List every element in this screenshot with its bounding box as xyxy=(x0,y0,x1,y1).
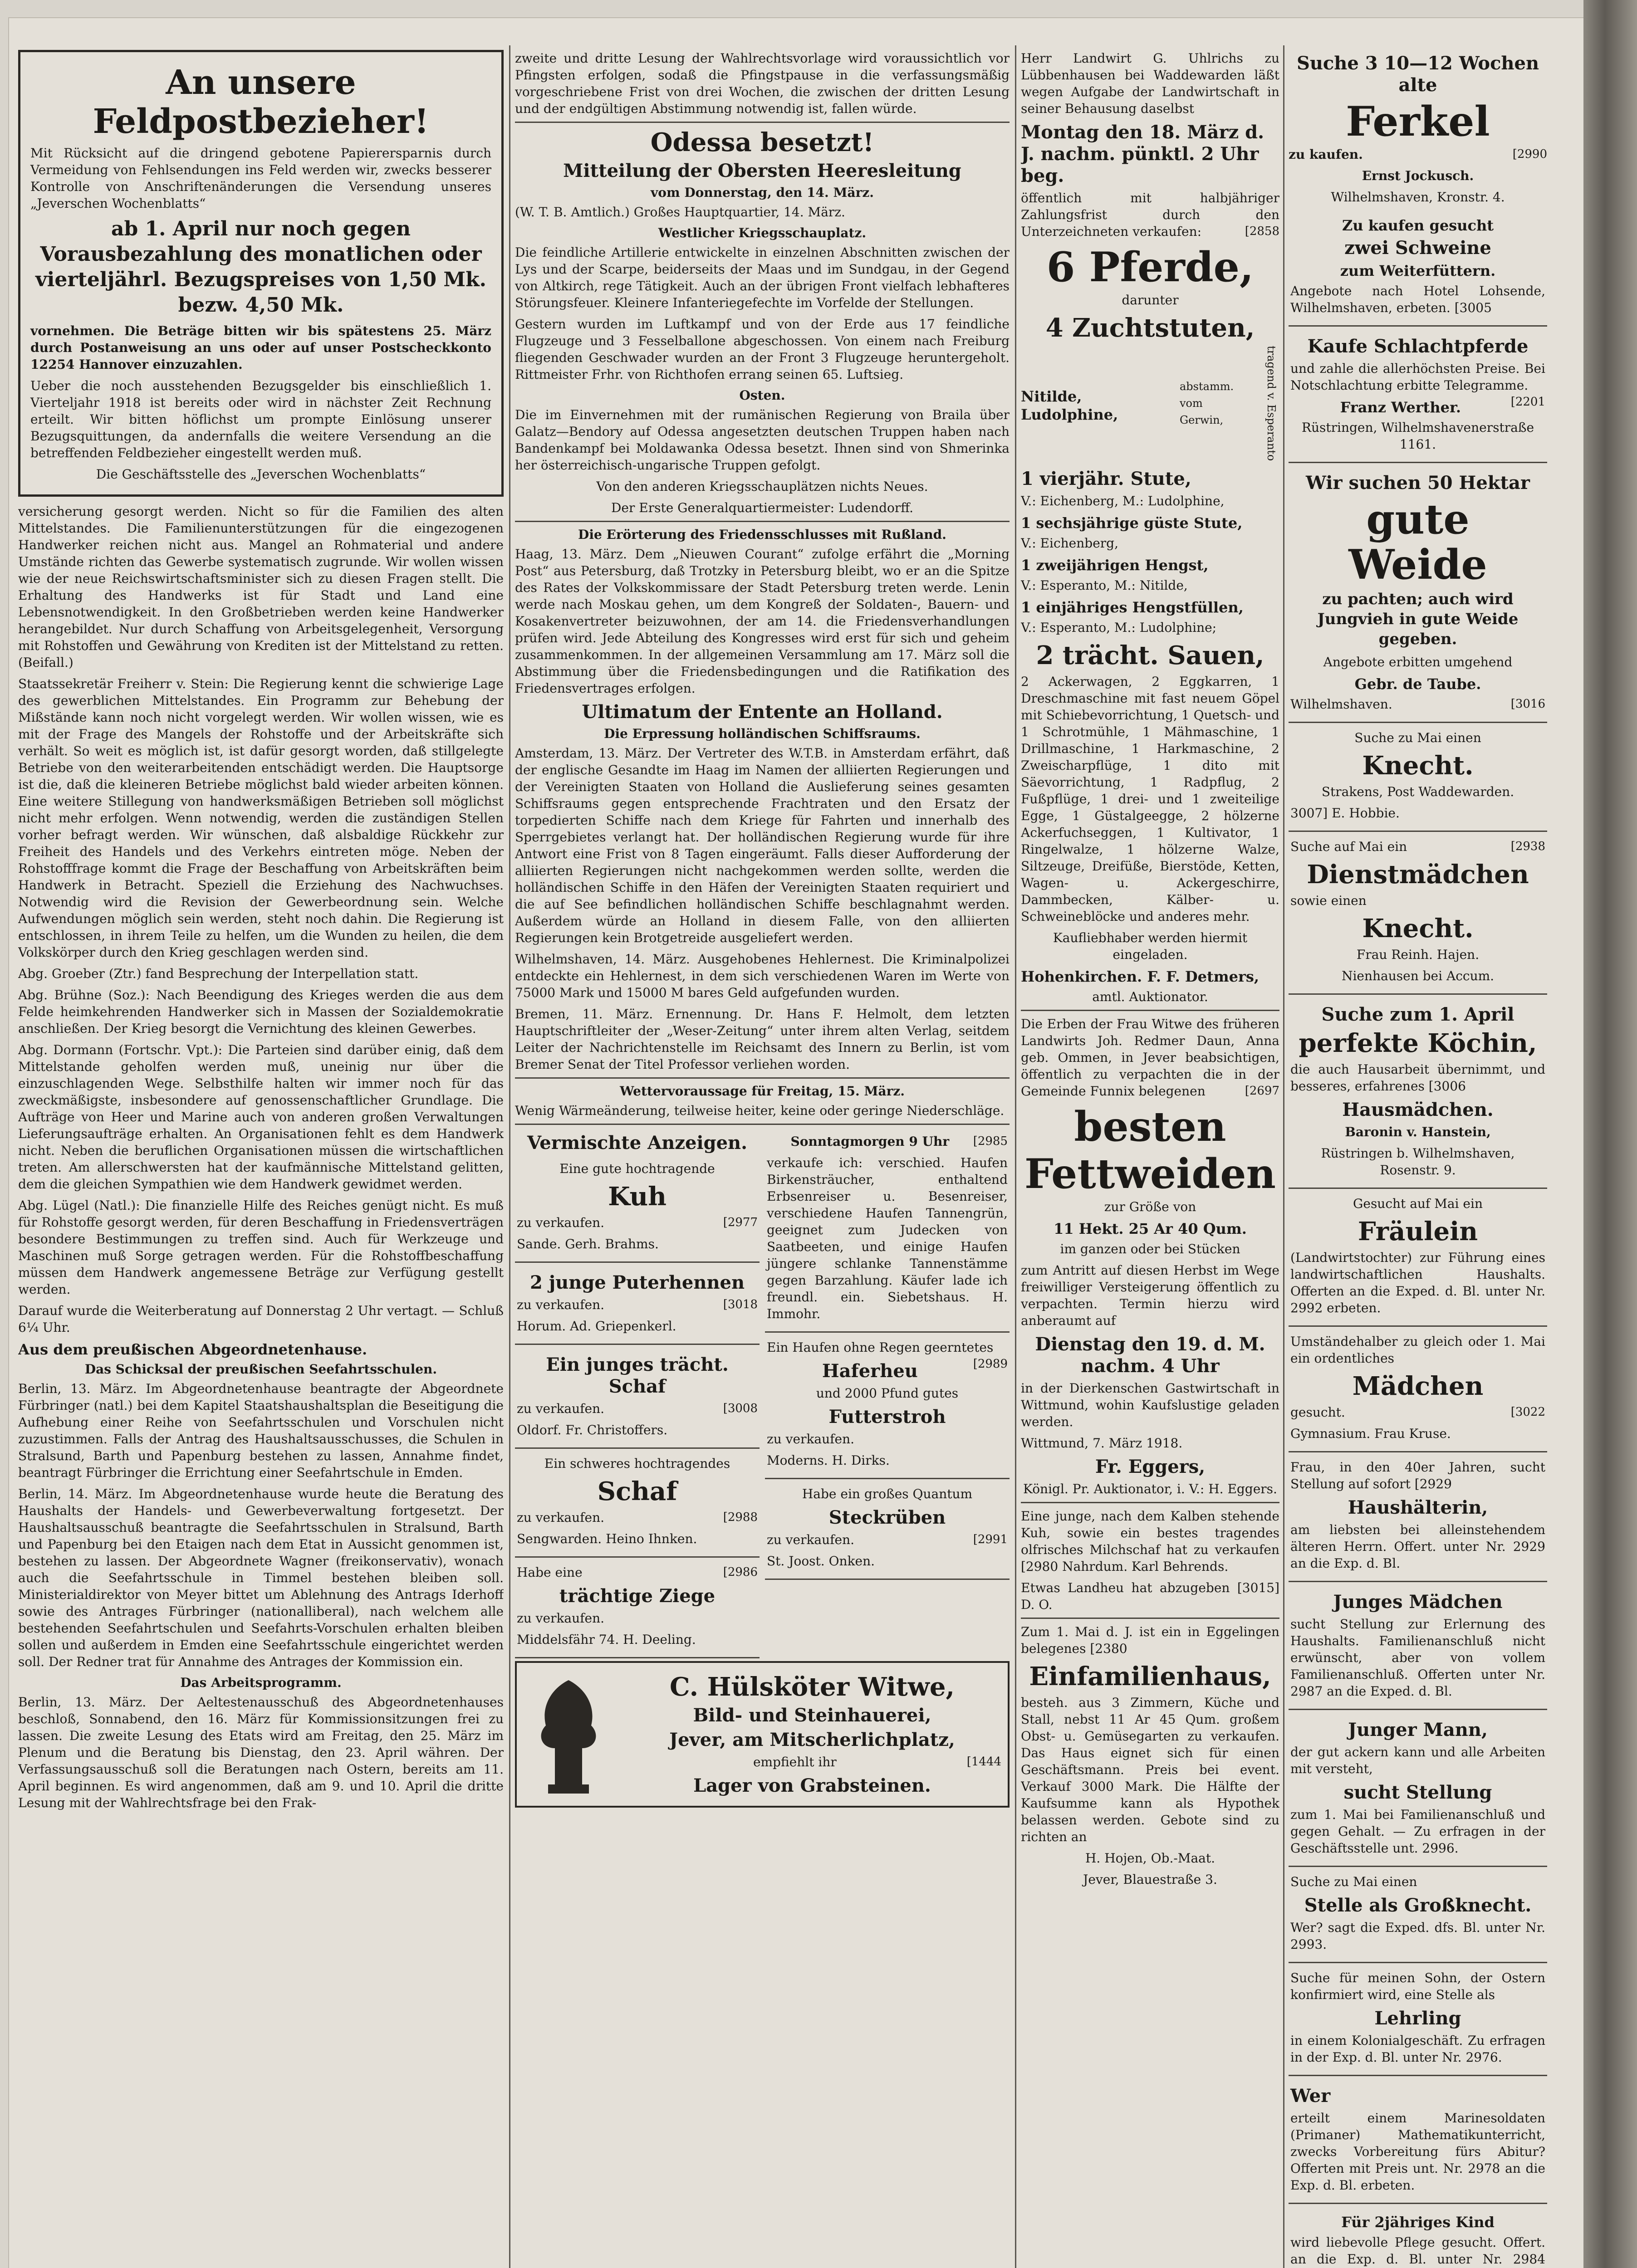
article-paragraph: Staatssekretär Freiherr v. Stein: Die Regierung kennt die schwierige Lage des gewerblichen Mittelstandes. Ein Programm zur Behebung der Mißstände kann noch nicht vorgelegt werden. Wir wollen wissen, wie es mit der Frage des Mangels der Rohstoffe und der Arbeitskräfte sich verhält. So weit es möglich ist, ist dafür gesorgt worden, daß stillgelegte Betriebe von den weiterarbeitenden entschädigt werden. Die Hauptsorge ist die, daß die kleineren Betriebe möglichst bald wieder arbeiten können. Eine weitere Stillegung von handwerksmäßigen Betrieben soll möglichst nicht mehr erfolgen. Wenn notwendig, werden die zuständigen Stellen vorher befragt werden. Wir wünschen, daß alsbaldige Rückkehr zur Freiheit des Handels und des Verkehrs eintreten möge. Neben der Rohstofffrage kommt die Frage der Beschaffung von Arbeitskräften beim Handwerk in Betracht. Speziell die Erziehung des Nachwuchses. Notwendig wird die Revision der Gewerbeordnung sein. Welche Aufwendungen möglich sein werden, steht noch dahin. Die Regierung ist entschlossen, in ihrem Teile zu helfen, um die Wunden zu heilen, die dem Volkskörper durch den Krieg geschlagen werden sind. xyxy=(18,676,504,960)
ad-title: Sonntagmorgen 9 Uhr xyxy=(790,1134,950,1149)
auction-date: Montag den 18. März d. J. nachm. pünktl. 2 Uhr beg. xyxy=(1021,122,1265,186)
notice-text: Mit Rücksicht auf die dringend gebotene Papierersparnis durch Vermeidung von Fehlsendungen ins Feld werden wir, zwecks besserer Kontrolle von Anschriftenänderungen die Versendung unseres „Jeverschen Wochenblatts“ xyxy=(30,146,491,211)
ad-junges-maedchen xyxy=(1289,1585,1547,1710)
ad-signature: Baronin v. Hanstein, xyxy=(1345,1124,1491,1139)
ad-signature: Oldorf. Fr. Christoffers. xyxy=(517,1422,668,1437)
ad-text: Suche zu Mai einen xyxy=(1290,1874,1417,1889)
ad-text: Nitilde, Ludolphine, xyxy=(1021,388,1118,424)
ad-title: 1 einjähriges Hengstfüllen, xyxy=(1021,599,1244,616)
ad-title: Mädchen xyxy=(1352,1371,1484,1401)
ad-text: Strakens, Post Waddewarden. xyxy=(1321,784,1514,799)
ad-text: in einem Kolonialgeschäft. Zu erfragen in der Exp. d. Bl. unter Nr. 2976. xyxy=(1290,2033,1545,2065)
ad-number: [2201 xyxy=(1510,395,1545,409)
article-paragraph: Die feindliche Artillerie entwickelte in einzelnen Abschnitten zwischen der Lys und der Scarpe, beiderseits der Maas und im Sundgau, in der Gegend von Altkirch, rege Tätigkeit. Auch an der übrigen Front vielfach lebhafteres Störungsfeuer. Kleinere Infanteriegefechte im Vorfelde der Stellungen. xyxy=(515,245,1010,310)
ads-right xyxy=(765,1129,1010,1661)
ad-haushaelterin xyxy=(1289,1455,1547,1582)
ad-number: [3008 xyxy=(723,1402,758,1415)
ad-text: im ganzen oder bei Stücken xyxy=(1060,1242,1240,1257)
ad-text: Ein Haufen ohne Regen geerntetes xyxy=(767,1340,994,1355)
ad-text: V.: Eichenberg, M.: Ludolphine, xyxy=(1021,494,1225,509)
ad-fraeulein xyxy=(1289,1192,1547,1327)
ad-signature: Sengwarden. Heino Ihnken. xyxy=(517,1531,697,1546)
ad-text: und zahle die allerhöchsten Preise. Bei Notschlachtung erbitte Telegramme. xyxy=(1290,361,1545,393)
column-2 xyxy=(515,50,1010,2268)
divider xyxy=(1021,1010,1279,1011)
ad-signature: Hohenkirchen. F. F. Detmers, xyxy=(1021,968,1259,986)
ad-text: Eine junge, nach dem Kalben stehende Kuh, sowie ein bestes tragendes olfrisches Milchschaf hat zu verkaufen [2980 Nahrdum. Karl Behrends. xyxy=(1021,1509,1279,1574)
ad-haferheu xyxy=(765,1335,1010,1479)
ad-title: Ein junges trächt. Schaf xyxy=(546,1354,729,1397)
ad-text: Suche auf Mai ein xyxy=(1290,839,1407,854)
divider xyxy=(1021,1502,1279,1503)
ad-text: der gut ackern kann und alle Arbeiten mit versteht, xyxy=(1290,1745,1545,1776)
ad-steckrueben xyxy=(765,1482,1010,1580)
ad-text: zum 1. Mai bei Familienanschluß und gegen Gehalt. — Zu erfragen in der Geschäftsstelle unt. 2996. xyxy=(1290,1807,1545,1856)
ad-text: Herr Landwirt G. Uhlrichs zu Lübbenhausen bei Waddewarden läßt wegen Aufgabe der Landwirtschaft in seiner Behausung daselbst xyxy=(1021,51,1279,116)
column-rule xyxy=(1015,45,1016,2268)
ad-title: Knecht. xyxy=(1362,914,1474,943)
ad-title: Stelle als Großknecht. xyxy=(1304,1895,1532,1916)
ad-text: zu kaufen. xyxy=(1289,147,1363,162)
ad-title: Kuh xyxy=(608,1182,667,1212)
article-paragraph: Von den anderen Kriegsschauplätzen nichts Neues. xyxy=(596,479,928,494)
ad-title: Lehrling xyxy=(1374,2008,1461,2029)
notice-signature: Die Geschäftsstelle des „Jeverschen Wochenblatts“ xyxy=(96,467,426,482)
dateline: vom Donnerstag, den 14. März. xyxy=(651,185,874,200)
ad-text: Umständehalber zu gleich oder 1. Mai ein ordentliches xyxy=(1290,1334,1545,1366)
newspaper-page xyxy=(9,18,1583,2268)
ad-title: 2 trächt. Sauen, xyxy=(1036,640,1265,671)
ad-schaf2 xyxy=(515,1452,760,1558)
ad-subtitle: Jever, am Mitscherlichplatz, xyxy=(669,1729,955,1750)
ad-text: erteilt einem Marinesoldaten (Primaner) Mathematikunterricht, zwecks Vorbereitung fürs Abitur? Offerten mit Preis unt. Nr. 2978 an die Exp. d. Bl. erbeten. xyxy=(1290,2111,1545,2193)
ad-text: zu verkaufen. xyxy=(517,1401,605,1416)
article-paragraph: Bremen, 11. März. Ernennung. Dr. Hans F. Helmolt, dem letzten Hauptschriftleiter der „Weser-Zeitung“ unter ihrem alten Verlag, seitdem Leiter der Nachrichtenstelle im Reichsamt des Innern zu Berlin, ist vom Bremer Senat der Titel Professor verliehen worden. xyxy=(515,1007,1010,1072)
ad-text: V.: Esperanto, M.: Nitilde, xyxy=(1021,578,1188,593)
ad-title: Steckrüben xyxy=(828,1507,946,1528)
ad-title: sucht Stellung xyxy=(1343,1782,1492,1803)
ad-title: Hausmädchen. xyxy=(1342,1099,1494,1120)
ad-number: [3018 xyxy=(723,1298,758,1311)
ad-signature: Sande. Gerh. Brahms. xyxy=(517,1237,659,1251)
ad-text: zu verkaufen. xyxy=(517,1297,605,1312)
ad-title: Futterstroh xyxy=(828,1406,946,1427)
ad-text: zu verkaufen. xyxy=(517,1510,605,1525)
ad-title: 1 vierjähr. Stute, xyxy=(1021,468,1191,490)
article-paragraph: versicherung gesorgt werden. Nicht so für die Familien des alten Mittelstandes. Die Familienunterstützungen für die eingezogenen Handwerker reichen nicht aus. Mangel an Rohmaterial und andere Umstände richten das Gewerbe systematisch zugrunde. Wir wollen wissen wie der neue Reichswirtschaftsminister sich zu diesen Fragen stellt. Die Erhaltung des Handwerks ist für Stadt und Land eine Lebensnotwendigkeit. In den Großbetrieben werden keine Handwerker herangebildet. Nur durch Schaffung von Arbeitsgelegenheit, Versorgung mit Rohstoffen und Gewährung von Krediten ist der Mittelstand zu retten. (Beifall.) xyxy=(18,504,504,670)
ad-number: [2990 xyxy=(1512,147,1547,161)
article-paragraph: Berlin, 13. März. Im Abgeordnetenhause beantragte der Abgeordnete Fürbringer (natl.) bei dem Kapitel Staatshaushaltsplan die Beseitigung die Aufhebung einer Reihe von Seefahrtsschulen und Vorschulen nicht zuzustimmen. Falls der Antrag des Haushaltsausschusses, die Schulen in Stralsund, Barth und Papenburg bestehen zu lassen, Annahme findet, beantragt Fürbringer die Errichtung einer Seefahrtschule in Emden. xyxy=(18,1381,504,1480)
ad-title: 4 Zuchtstuten, xyxy=(1045,313,1255,343)
ad-text: Etwas Landheu hat abzugeben [3015] D. O. xyxy=(1021,1580,1279,1613)
ad-text: öffentlich mit halbjähriger Zahlungsfrist durch den Unterzeichneten verkaufen: xyxy=(1021,191,1279,239)
feldpost-notice xyxy=(18,50,504,497)
column-rule xyxy=(509,45,510,2268)
ad-signature: H. Hojen, Ob.-Maat. xyxy=(1085,1851,1215,1866)
grave-monument-icon xyxy=(523,1671,614,1798)
notice-title: An unsere Feldpostbezieher! xyxy=(93,63,429,141)
ad-koechin xyxy=(1289,997,1547,1189)
ad-text: am liebsten bei alleinstehendem älteren Herrn. Offert. unter Nr. 2929 an die Exp. d. Bl. xyxy=(1290,1522,1545,1571)
ads-left xyxy=(515,1129,760,1661)
ad-text: sowie einen xyxy=(1290,893,1367,908)
sub-heading: Das Arbeitsprogramm. xyxy=(180,1675,342,1690)
ad-text: 2 Ackerwagen, 2 Eggkarren, 1 Dreschmaschine mit fast neuem Göpel mit Schiebevorrichtung, 1 Quetsch- und 1 Schrotmühle, 1 Mähmaschine, 1 Drillmaschine, 1 Harkmaschine, 2 Zweischarpflüge, 1 dito mit Säevorrichtung, 1 Radpflug, 2 Fußpflüge, 1 drei- und 1 zweiteilige Egge, 1 Güstalgeegge, 2 hölzerne Ackerfuchseggen, 1 Kultivator, 1 Ringelwalze, 1 hölzerne Walze, Siltzeuge, Dreifüße, Bierstöde, Ketten, Wagen- u. Ackergeschirre, Dammbecken, Kälber- u. Schweineblöcke und anderes mehr. xyxy=(1021,674,1279,924)
ad-subtitle: Bild- und Steinhauerei, xyxy=(693,1705,931,1726)
ad-junger-mann xyxy=(1289,1713,1547,1867)
notice-emphasis: ab 1. April nur noch gegen Vorausbezahlung des monatlichen oder vierteljährl. Bezugspreises von 1,50 Mk. bezw. 4,50 Mk. xyxy=(35,217,486,317)
ad-signature: St. Joost. Onken. xyxy=(767,1554,875,1569)
ad-knecht xyxy=(1289,726,1547,832)
ad-text: Habe eine xyxy=(517,1565,583,1580)
ad-signature: Frau Reinh. Hajen. xyxy=(1356,947,1480,962)
ad-text: Angebote nach Hotel Lohsende, Wilhelmshaven, erbeten. [3005 xyxy=(1290,284,1545,315)
ad-ziege xyxy=(515,1560,760,1658)
divider xyxy=(1021,1618,1279,1619)
ad-text: sucht Stellung zur Erlernung des Haushalts. Familienanschluß nicht erwünscht, aber von vollem Familienanschluß. Offerten unter Nr. 2987 an die Exped. d. Bl. xyxy=(1290,1617,1545,1699)
ad-text: Suche für meinen Sohn, der Ostern konfirmiert wird, eine Stelle als xyxy=(1290,1970,1545,2002)
ad-title: gute Weide xyxy=(1348,495,1487,589)
ad-text: Angebote erbitten umgehend xyxy=(1323,655,1513,670)
ad-number: [2989 xyxy=(973,1357,1008,1371)
ad-signature: Middelsfähr 74. H. Deeling. xyxy=(517,1632,696,1647)
ad-text: tragend v. Esperanto xyxy=(1265,346,1278,461)
sub-heading: Osten. xyxy=(739,388,785,403)
ad-text: Wittmund, 7. März 1918. xyxy=(1021,1436,1183,1451)
ad-text: zu verkaufen. xyxy=(767,1432,855,1447)
article-paragraph: Berlin, 14. März. Im Abgeordnetenhause wurde heute die Beratung des Haushalts der Handels- und Gewerbeverwaltung fortgesetzt. Der Haushaltsausschuß beantragte die Seefahrtsschulen in Stralsund, Barth und Papenburg bei den Etaigen nach dem Etat in Aussicht genommen ist, bestehen zu lassen. Der Abgeordnete Wagner (freikonservativ), wonach auch die Seefahrtsschule in Timmel bestehen bleiben soll. Ministerialdirektor von Meyer bittet um Ablehnung des Antrags Iderhoff sowie des Antrages Fürbringer (nationalliberal), nach welchem alle bestehenden Seefahrtschulen und Seefahrts-Vorschulen erhalten bleiben sollen und außerdem in Emden eine Seefahrtsschule eingerichtet werden soll. Der Redner trat für Annahme des Antrages der Kommission ein. xyxy=(18,1486,504,1669)
ad-signature: Gebr. de Taube. xyxy=(1354,675,1481,693)
divider xyxy=(515,521,1010,522)
ad-text: besteh. aus 3 Zimmern, Küche und Stall, nebst 11 Ar 45 Qum. großem Obst- u. Gemüsegarten zu verkaufen. Das Haus eignet sich für einen Geschäftsmann. Preis bei event. Verkauf 3000 Mark. Die Hälfte der Kaufsumme kann als Hypothek belassen werden. Gebote sind zu richten an xyxy=(1021,1695,1279,1845)
ad-weide xyxy=(1289,466,1547,723)
ad-title: Junges Mädchen xyxy=(1333,1591,1503,1613)
ad-text: darunter xyxy=(1122,293,1179,308)
sub-heading: Die Erpressung holländischen Schiffsraums. xyxy=(604,726,921,741)
ad-text: amtl. Auktionator. xyxy=(1092,989,1208,1005)
ad-text: gesucht. xyxy=(1290,1405,1345,1420)
ad-text: abstamm. vom Gerwin, xyxy=(1180,380,1234,426)
ad-text: Frau, in den 40er Jahren, sucht Stellung auf sofort [2929 xyxy=(1290,1460,1545,1491)
ad-title: Kaufe Schlachtpferde xyxy=(1307,336,1529,357)
ad-text: Wilhelmshaven, Kronstr. 4. xyxy=(1331,190,1505,205)
ad-number: [2991 xyxy=(973,1533,1008,1546)
section-heading: Aus dem preußischen Abgeordnetenhause. xyxy=(18,1341,368,1358)
ad-title: perfekte Köchin, xyxy=(1299,1028,1537,1058)
ad-title: 6 Pferde, xyxy=(1046,243,1254,291)
ad-kind xyxy=(1289,2207,1547,2268)
ad-text: 3007] E. Hobbie. xyxy=(1290,806,1400,821)
column-4 xyxy=(1289,50,1547,2268)
ad-number: [1444 xyxy=(966,1755,1001,1769)
ad-number: [2985 xyxy=(973,1134,1008,1148)
article-paragraph: Gestern wurden im Luftkampf und von der Erde aus 17 feindliche Flugzeuge und 3 Fesselballone abgeschossen. Von einem nach Freiburg fliegenden Geschwader wurden an der Front 3 Flugzeuge heruntergeholt. Rittmeister Frhr. von Richthofen errang seinen 65. Luftsieg. xyxy=(515,317,1010,382)
ad-title: 1 sechsjährige güste Stute, xyxy=(1021,514,1243,532)
ad-text: Zum 1. Mai d. J. ist ein in Eggelingen belegenes [2380 xyxy=(1021,1624,1279,1657)
ad-text: und 2000 Pfund gutes xyxy=(816,1386,959,1401)
ad-text: wird liebevolle Pflege gesucht. Offert. an die Exp. d. Bl. unter Nr. 2984 xyxy=(1290,2235,1545,2267)
sub-heading: Das Schicksal der preußischen Seefahrtsschulen. xyxy=(84,1362,437,1377)
ad-text: zu pachten; auch wird Jungvieh in gute Weide gegeben. xyxy=(1317,590,1519,648)
ad-signature: Fr. Eggers, xyxy=(1095,1456,1206,1478)
ad-text: Rüstringen b. Wilhelmshaven, Rosenstr. 9. xyxy=(1321,1146,1515,1178)
ad-text: zu verkaufen. xyxy=(517,1215,605,1230)
ad-text: zur Größe von xyxy=(1104,1199,1196,1215)
ad-title: Für 2jähriges Kind xyxy=(1341,2214,1495,2231)
ad-title: Haushälterin, xyxy=(1348,1497,1488,1518)
sub-heading: Die Erörterung des Friedensschlusses mit Rußland. xyxy=(578,527,946,542)
notice-text: Ueber die noch ausstehenden Bezugsgelder bis einschließlich 1. Vierteljahr 1918 ist bereits oder wird in nächster Zeit Rechnung erteilt. Wir bitten höflichst um prompte Einlösung unserer Bezugsquittungen, da andernfalls die weitere Versendung an die betreffenden Feldbezieher eingestellt werden muß. xyxy=(30,378,491,460)
article-paragraph: Amsterdam, 13. März. Der Vertreter des W.T.B. in Amsterdam erfährt, daß der englische Gesandte im Haag im Namen der alliierten Regierungen und der Vereinigten Staaten von Holland die Auslieferung seines gesamten Schiffsraums gegen entsprechende Frachtraten und den Ersatz der torpedierten Schiffe nach dem Kriege für Fahrten und innerhalb des Sperrgebietes verlangt hat. Der holländischen Regierung wurde für ihre Antwort eine Frist von 8 Tagen eingeräumt. Falls dieser Aufforderung der alliierten Regierungen nicht nachgekommen werden sollte, werden die holländischen Schiffe in den Häfen der Vereinigten Staaten requiriert und die auf See befindlichen holländischen Schiffe beschlagnahmt werden. Außerdem würde an Holland in diesem Falle, von den alliierten Regierungen kein Brotgetreide ausgeliefert werden. xyxy=(515,746,1010,945)
ad-text: Nienhausen bei Accum. xyxy=(1341,968,1495,983)
weather-text: Wenig Wärmeänderung, teilweise heiter, keine oder geringe Niederschläge. xyxy=(515,1103,1005,1118)
ad-number: [2938 xyxy=(1510,840,1545,853)
ad-text: zum Weiterfüttern. xyxy=(1340,262,1496,279)
huelskoetter-text xyxy=(623,1669,1001,1799)
ad-sonntag xyxy=(765,1129,1010,1333)
ad-title: 2 junge Puterhennen xyxy=(529,1272,745,1293)
horse-names xyxy=(1021,346,1279,465)
divider xyxy=(515,122,1010,123)
ad-signature: Moderns. H. Dirks. xyxy=(767,1453,890,1468)
ad-number: [2988 xyxy=(723,1510,758,1524)
ad-huelskoetter xyxy=(515,1661,1010,1808)
ad-text: verkaufe ich: verschied. Haufen Birkensträucher, enthaltend Erbsenreiser u. Besenreiser, verschiedene Haufen Tannengrün, geeignet zum Judecken von Saatbeeten, und einige Haufen jüngere schlanke Tannenstämme gegen Barzahlung. Käufer lade ich freundl. ein. Siebetshaus. H. Immohr. xyxy=(767,1155,1008,1321)
ad-number: [3022 xyxy=(1510,1405,1545,1419)
ad-title: 1 zweijährigen Hengst, xyxy=(1021,557,1209,574)
ad-text: empfiehlt ihr xyxy=(753,1755,837,1769)
book-spine-edge xyxy=(1583,0,1637,2268)
column-1 xyxy=(18,50,504,2268)
ad-schlachtpferde xyxy=(1289,329,1547,463)
headline: Mitteilung der Obersten Heeresleitung xyxy=(563,160,961,181)
ad-text: Zu kaufen gesucht xyxy=(1342,217,1494,234)
ad-text: (Landwirtstochter) zur Führung eines landwirtschaftlichen Haushalts. Offerten an die Exped. d. Bl. unter Nr. 2992 erbeten. xyxy=(1290,1250,1545,1315)
ad-title: Haferheu xyxy=(822,1360,918,1382)
ad-number: [2977 xyxy=(723,1216,758,1229)
ad-title: zwei Schweine xyxy=(1344,237,1491,259)
ad-text: Suche 3 10—12 Wochen alte xyxy=(1296,53,1539,96)
ad-unterricht xyxy=(1289,2079,1547,2204)
ad-text: Rüstringen, Wilhelmshavenerstraße 1161. xyxy=(1301,420,1534,452)
sub-heading: Westlicher Kriegsschauplatz. xyxy=(658,225,867,240)
ad-schaf xyxy=(515,1348,760,1449)
ad-text: Wilhelmshaven. xyxy=(1290,697,1392,712)
ad-title: Schaf xyxy=(597,1476,677,1506)
article-paragraph: Darauf wurde die Weiterberatung auf Donnerstag 2 Uhr vertagt. — Schluß 6¼ Uhr. xyxy=(18,1303,504,1335)
ad-title: C. Hülsköter Witwe, xyxy=(669,1672,955,1702)
ad-text: Eine gute hochtragende xyxy=(559,1161,715,1176)
ad-title: 11 Hekt. 25 Ar 40 Qum. xyxy=(1054,1220,1247,1238)
auction-date: Dienstag den 19. d. M. nachm. 4 Uhr xyxy=(1035,1334,1265,1377)
ad-number: [3016 xyxy=(1510,697,1545,711)
article-paragraph: Wilhelmshaven, 14. März. Ausgehobenes Hehlernest. Die Kriminalpolizei entdeckte ein Hehlernest, in dem sich verschiedenen Waren im Werte von 75000 Mark und 15000 M bares Geld aufgefunden wurden. xyxy=(515,952,1010,1000)
headline: Odessa besetzt! xyxy=(650,127,874,157)
divider xyxy=(515,1124,1010,1125)
ad-title: Ferkel xyxy=(1346,98,1490,146)
article-paragraph: Abg. Brühne (Soz.): Nach Beendigung des Krieges werden die aus dem Felde heimkehrenden Handwerker sich in Massen der Sozialdemokratie anschließen. Der Krieg besorgt die Vernichtung des kleinen Gewerbes. xyxy=(18,987,504,1036)
column-3 xyxy=(1021,50,1279,2268)
ad-title: Knecht. xyxy=(1362,751,1474,781)
ad-title: trächtige Ziege xyxy=(559,1585,716,1607)
ad-title: besten xyxy=(1074,1103,1226,1151)
ad-text: Kaufliebhaber werden hiermit eingeladen. xyxy=(1053,930,1248,963)
ad-signature: Franz Werther. xyxy=(1340,399,1461,416)
article-paragraph: Die im Einvernehmen mit der rumänischen Regierung von Braila über Galatz—Bendory auf Odessa angesetzten deutschen Truppen haben nach Bandenkampf bei Moldawanka Odessa besetzt. Ihnen sind von Shmerinka her österreichisch-ungarische Truppen gefolgt. xyxy=(515,407,1010,473)
ad-text: Königl. Pr. Auktionator, i. V.: H. Eggers. xyxy=(1023,1481,1277,1497)
ad-text: Die Erben der Frau Witwe des früheren Landwirts Joh. Redmer Daun, Anna geb. Ommen, in Jever beabsichtigen, öffentlich zu verpachten die in der Gemeinde Funnix belegenen xyxy=(1021,1017,1279,1099)
ads-grid xyxy=(515,1129,1010,1661)
ad-title: Fettweiden xyxy=(1024,1150,1276,1198)
ad-title: Wer xyxy=(1290,2085,1331,2107)
ad-text: zu verkaufen. xyxy=(767,1532,855,1547)
article-paragraph: Der Erste Generalquartiermeister: Ludendorff. xyxy=(611,500,914,515)
article-paragraph: Abg. Lügel (Natl.): Die finanzielle Hilfe des Reiches genügt nicht. Es muß für Rohstoffe gesorgt werden, für deren Beschaffung in Friedensverträgen besondere Bestimmungen zu treffen sind. Auch für Werkzeuge und Maschinen muß Sorge getragen werden. Für die Rohstoffbeschaffung müssen dem Handwerk angemessene Beträge zur Verfügung gestellt werden. xyxy=(18,1198,504,1297)
ad-text: zum Antritt auf diesen Herbst im Wege freiwilliger Versteigerung öffentlich zu verpachten. Termin hierzu wird anberaumt auf xyxy=(1021,1263,1279,1329)
ad-number: [2697 xyxy=(1245,1084,1279,1098)
ad-text: in der Dierkenschen Gastwirtschaft in Wittmund, wohin Kaufslustige geladen werden. xyxy=(1021,1381,1279,1430)
divider xyxy=(515,1077,1010,1079)
ad-title: Dienstmädchen xyxy=(1307,860,1529,890)
ad-text: V.: Eichenberg, xyxy=(1021,536,1118,551)
ad-text: Habe ein großes Quantum xyxy=(802,1486,973,1501)
notice-text: vornehmen. Die Beträge bitten wir bis spätestens 25. März durch Postanweisung an uns oder auf unser Postscheckkonto 12254 Hannover einzuzahlen. xyxy=(30,323,491,372)
ad-dienstmaedchen xyxy=(1289,835,1547,995)
ad-puter xyxy=(515,1266,760,1345)
ad-title: Junger Mann, xyxy=(1348,1719,1488,1740)
ad-number: [2986 xyxy=(723,1565,758,1579)
ad-text: die auch Hausarbeit übernimmt, und besseres, erfahrenes [3006 xyxy=(1290,1062,1545,1094)
article-paragraph: (W. T. B. Amtlich.) Großes Hauptquartier, 14. März. xyxy=(515,205,845,220)
weather-heading: Wettervoraussage für Freitag, 15. März. xyxy=(619,1084,905,1099)
ad-grossknecht xyxy=(1289,1870,1547,1963)
ad-text: Suche zu Mai einen xyxy=(1354,730,1481,745)
ad-text: Gesucht auf Mai ein xyxy=(1353,1196,1483,1211)
article-paragraph: Haag, 13. März. Dem „Nieuwen Courant“ zufolge erfährt die „Morning Post“ aus Petersburg, daß Trotzky in Petersburg bleibt, wo er an die Spitze des Rates der Volkskommissare der Stadt Petersburg treten werde. Lenin werde nach Moskau gehen, um dem Kongreß der Soldaten-, Bauern- und Kosakenvertreter beizuwohnen, der am 14. die Friedensverhandlungen prüfen wird. Jede Abteilung des Kongresses wird erst für sich und geheim zusammenkommen. In der allgemeinen Versammlung am 17. März soll die Abstimmung über die Friedensbedingungen und die Ratifikation des Friedensvertrages erfolgen. xyxy=(515,547,1010,696)
ad-number: [2858 xyxy=(1245,225,1279,238)
ad-title: Lager von Grabsteinen. xyxy=(693,1775,931,1796)
ad-text: zu verkaufen. xyxy=(517,1611,605,1626)
ad-text: Ein schweres hochtragendes xyxy=(544,1456,730,1471)
ad-title: Wir suchen 50 Hektar xyxy=(1306,472,1530,494)
ad-schweine xyxy=(1289,210,1547,327)
article-paragraph: Abg. Groeber (Ztr.) fand Besprechung der Interpellation statt. xyxy=(18,966,419,981)
ad-text: Suche zum 1. April xyxy=(1321,1004,1514,1025)
ad-maedchen xyxy=(1289,1330,1547,1452)
column-rule xyxy=(1283,45,1284,2268)
ad-text: V.: Esperanto, M.: Ludolphine; xyxy=(1021,620,1217,635)
article-paragraph: Abg. Dormann (Fortschr. Vpt.): Die Parteien sind darüber einig, daß dem Mittelstande geholfen werden muß, uneinig nur über die einzuschlagenden Wege. Selbsthilfe halten wir immer noch für das zweckmäßigste, insbesondere auf genossenschaftlicher Grundlage. Die Aufträge von Heer und Marine auch von anderen großen Verwaltungen Lieferungsaufträge erhalten. An Organisationen fehlt es dem Handwerk nicht. Neben die beruflichen Organisationen müssen die wirtschaftlichen treten. Am allerschwersten hat der kaufmännische Mittelstand gelitten, dem die gleichen Sympathien wie dem Handwerk gewidmet werden. xyxy=(18,1042,504,1192)
ad-kuh xyxy=(515,1157,760,1263)
ad-text: Wer? sagt die Exped. dfs. Bl. unter Nr. 2993. xyxy=(1290,1920,1545,1952)
ad-signature: Ernst Jockusch. xyxy=(1362,168,1474,183)
ad-lehrling xyxy=(1289,1966,1547,2076)
ad-title: Fräulein xyxy=(1358,1217,1478,1246)
article-paragraph: zweite und dritte Lesung der Wahlrechtsvorlage wird voraussichtlich vor Pfingsten erfolgen, sodaß die Pfingstpause in die verfassungsmäßig vorgeschriebene Frist von drei Wochen, die zwischen der dritten Lesung und der endgültigen Abstimmung notwendig ist, fallen würde. xyxy=(515,51,1010,116)
ad-title: Einfamilienhaus, xyxy=(1029,1662,1271,1692)
ads-heading: Vermischte Anzeigen. xyxy=(527,1132,748,1154)
headline: Ultimatum der Entente an Holland. xyxy=(582,701,943,723)
ad-signature: Gymnasium. Frau Kruse. xyxy=(1290,1426,1451,1441)
ad-signature: Horum. Ad. Griepenkerl. xyxy=(517,1319,676,1334)
ad-signature: Jever, Blauestraße 3. xyxy=(1083,1872,1217,1887)
article-paragraph: Berlin, 13. März. Der Aeltestenausschuß des Abgeordnetenhauses beschloß, Sonnabend, den 16. März für Kommissionsitzungen frei zu lassen. Die zweite Lesung des Etats wird am Freitag, den 25. März im Plenum und die Beratung bis Dienstag, den 23. April währen. Der Verfassungsausschuß soll die Beratungen nach Ostern, bereits am 11. April beginnen. Es wird angenommen, daß am 9. und 10. April die dritte Lesung mit der Wahlrechtsfrage bei den Frak- xyxy=(18,1695,504,1810)
